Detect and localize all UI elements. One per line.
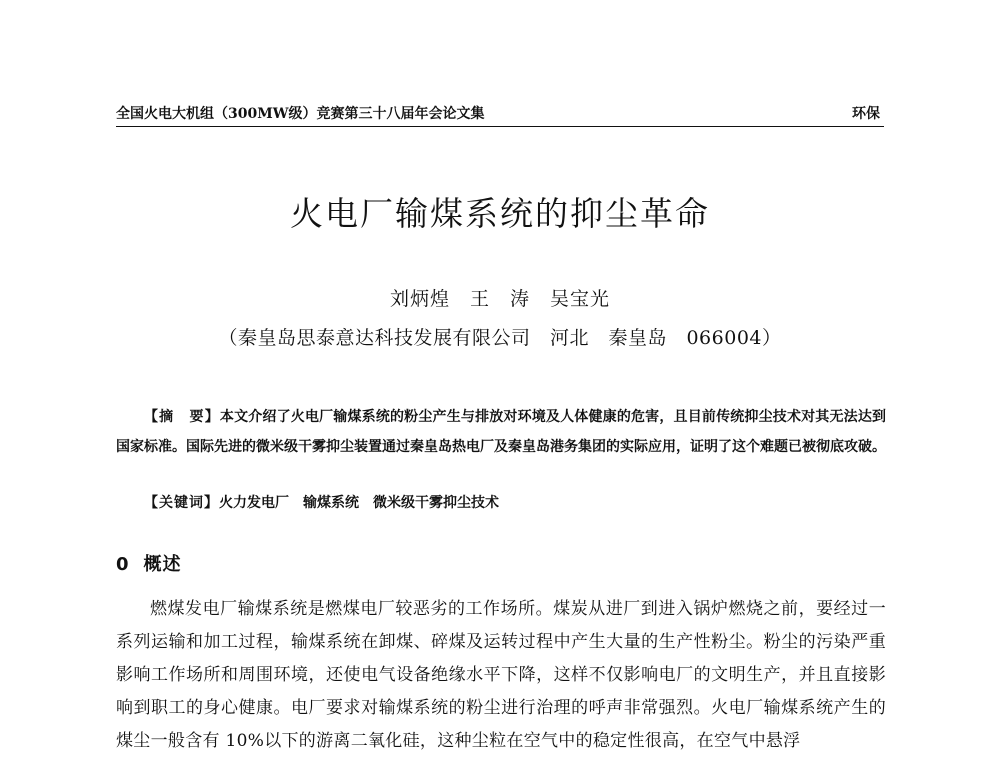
keyword-item: 微米级干雾抑尘技术 (373, 495, 499, 511)
paper-authors: 刘炳煌 王 涛 吴宝光 (389, 288, 610, 310)
keyword-item: 火力发电厂 (219, 495, 289, 511)
header-section-label: 环保 (852, 106, 880, 122)
body-paragraph: 燃煤发电厂输煤系统是燃煤电厂较恶劣的工作场所。煤炭从进厂到进入锅炉燃烧之前，要经过一系列运输和加工过程，输煤系统在卸煤、碎煤及运转过程中产生大量的生产性粉尘。粉尘的污染严重影响工作场所和周围环境，还使电气设备绝缘水平下降，这样不仅影响电厂的文明生产，并且直接影响到职工的身心健康。电厂要求对输煤系统的粉尘进行治理的呼声非常强烈。火电厂输煤系统产生的煤尘一般含有 10%以下的游离二氧化硅，这种尘粒在空气中的稳定性很高，在空气中悬浮 (116, 599, 886, 751)
section-title: 概述 (143, 554, 182, 575)
section-number: 0 (116, 554, 130, 575)
header-proceedings-title: 全国火电大机组（300MW级）竞赛第三十八届年会论文集 (116, 106, 485, 122)
running-header (116, 100, 884, 127)
abstract (116, 402, 886, 462)
abstract-text: 本文介绍了火电厂输煤系统的粉尘产生与排放对环境及人体健康的危害，且目前传统抑尘技术对其无法达到国家标准。国际先进的微米级干雾抑尘装置通过秦皇岛热电厂及秦皇岛港务集团的实际应用，证明了这个难题已被彻底攻破。 (116, 409, 887, 455)
keywords-label: 【关键词】 (144, 495, 219, 511)
paper-title: 火电厂输煤系统的抑尘革命 (290, 194, 710, 233)
section-heading (116, 550, 182, 576)
paper-affiliation: （秦皇岛思泰意达科技发展有限公司 河北 秦皇岛 066004） (218, 327, 782, 349)
keywords (144, 492, 884, 514)
keyword-item: 输煤系统 (303, 495, 359, 511)
abstract-label: 【摘 要】 (144, 409, 220, 425)
